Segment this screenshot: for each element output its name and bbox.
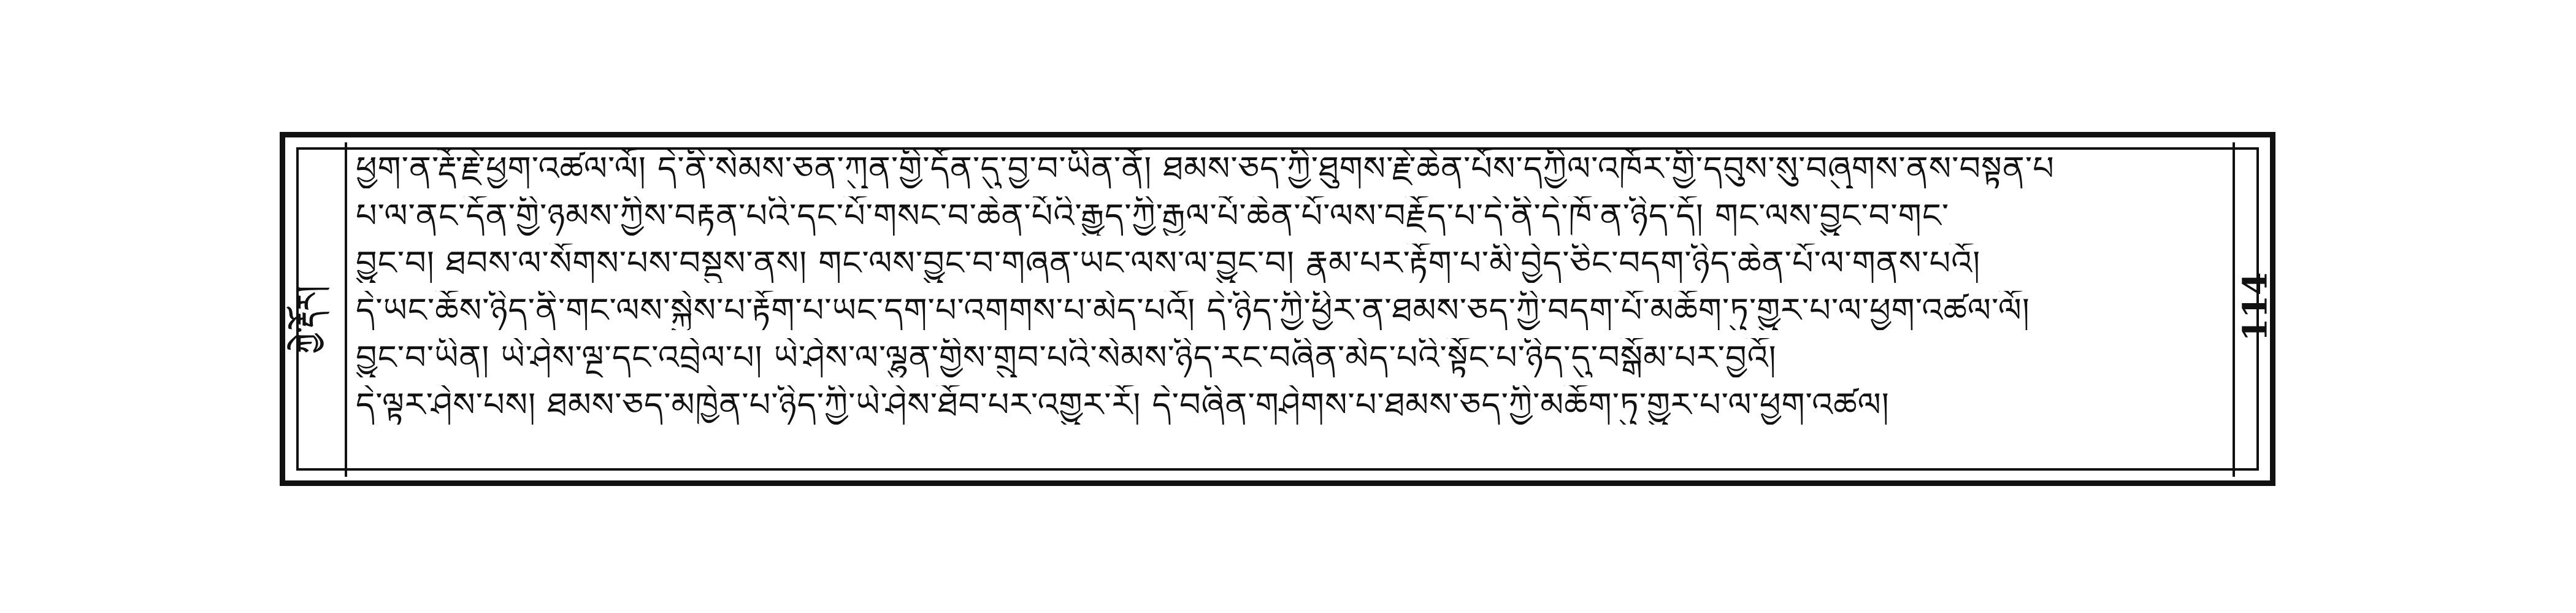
text-line-4: དེ་ཡང་ཆོས་ཉིད་ནི་གང་ལས་སྐྱེས་པ་རྟོག་པ་ཡང་དག་པ་འགགས་པ་མེད་པའོ། དེ་ཉིད་ཀྱི་ཕྱིར་ན་ཐམས་ཅད་ཀྱི་བདག་པོ་མཆོག་ཏུ་གྱུར་པ་ལ་ཕྱག་འཚལ་ལོ། — [356, 291, 2030, 330]
margin-title — [288, 202, 341, 436]
page-number-text: 114 — [2235, 272, 2275, 342]
text-line-5: བྱུང་བ་ཡིན། ཡེ་ཤེས་ལྔ་དང་འབྲེལ་པ། ཡེ་ཤེས་ལ་ལྷུན་གྱིས་གྲུབ་པའི་སེམས་ཉིད་རང་བཞིན་མེད་པའི་སྟོང་པ་ཉིད་དུ་བསྒོམ་པར་བྱའོ། — [356, 338, 1777, 377]
text-line-6: དེ་ལྟར་ཤེས་པས། ཐམས་ཅད་མཁྱེན་པ་ཉིད་ཀྱི་ཡེ་ཤེས་ཐོབ་པར་འགྱུར་རོ། དེ་བཞིན་གཤེགས་པ་ཐམས་ཅད་ཀྱི་མཆོག་ཏུ་གྱུར་པ་ལ་ཕྱག་འཚལ། — [356, 385, 1890, 424]
text-block — [356, 149, 2226, 474]
text-line-1: ཕྱག་ན་རྡོ་རྗེ་ཕྱག་འཚལ་ལོ། དེ་ནི་སེམས་ཅན་ཀུན་གྱི་དོན་དུ་བྱ་བ་ཡིན་ནོ། ཐམས་ཅད་ཀྱི་ཐུགས་རྗེ་ཆེན་པོས་དཀྱིལ་འཁོར་གྱི་དབུས་སུ་བཞུགས་ནས་བསྟན་པ — [356, 149, 2055, 188]
margin-title-text: ཀྱེ་རྡོར། — [291, 285, 323, 353]
text-line-7 — [356, 433, 2226, 472]
text-line-2: པ་ལ་ནང་དོན་གྱི་ཉམས་ཀྱིས་བརྟན་པའི་དང་པོ་གསང་བ་ཆེན་པོའི་རྒྱུད་ཀྱི་རྒྱལ་པོ་ཆེན་པོ་ལས་བརྗོད་པ་དེ་ནི་དེ་ཁོ་ན་ཉིད་དོ། གང་ལས་བྱུང་བ་གང་ — [356, 196, 1950, 235]
text-line-3: བྱུང་བ། ཐབས་ལ་སོགས་པས་བསྡུས་ནས། གང་ལས་བྱུང་བ་གཞན་ཡང་ལས་ལ་བྱུང་བ། རྣམ་པར་རྟོག་པ་མི་བྱེད་ཅིང་བདག་ཉིད་ཆེན་པོ་ལ་གནས་པའོ། — [356, 244, 1981, 282]
page-number — [2235, 258, 2275, 356]
